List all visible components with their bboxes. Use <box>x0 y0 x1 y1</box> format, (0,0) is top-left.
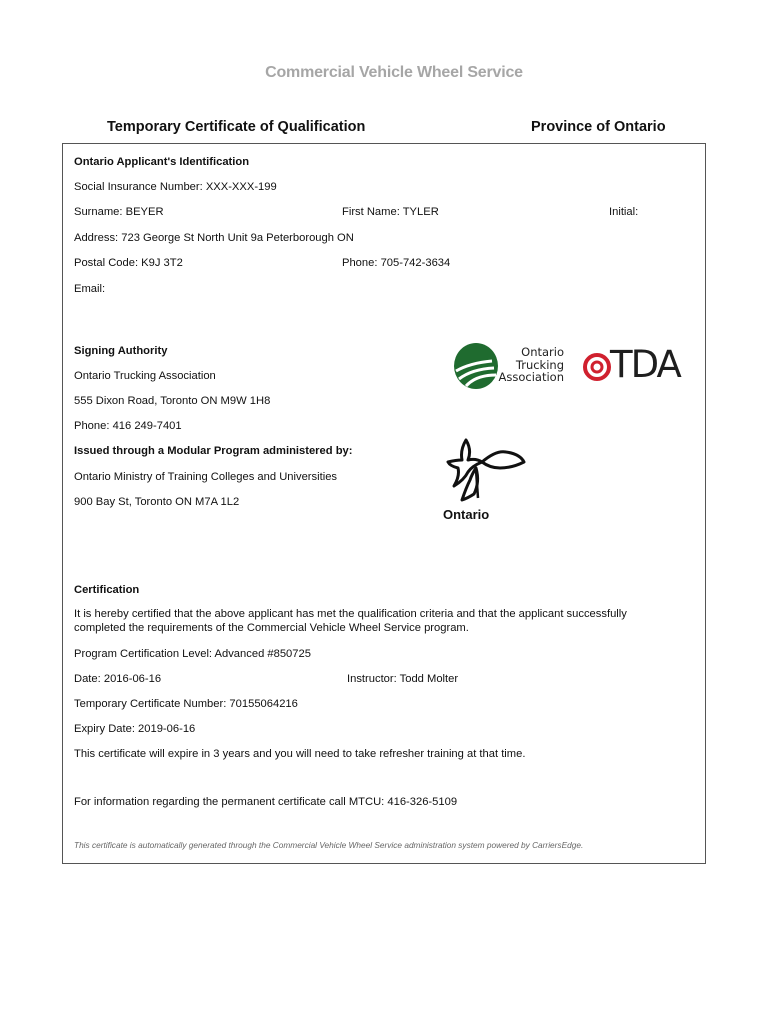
province-label: Province of Ontario <box>531 119 666 135</box>
temporary-certificate-number: Temporary Certificate Number: 70155064216 <box>74 698 298 710</box>
signing-authority-heading: Signing Authority <box>74 345 168 357</box>
surname-field: Surname: BEYER <box>74 206 164 218</box>
certification-statement: It is hereby certified that the above applicant has met the qualification criteria and that the applicant successfully completed the requirements of the Commercial Vehicle Wheel Service program. <box>74 608 627 634</box>
sin-field: Social Insurance Number: XXX-XXX-199 <box>74 181 277 193</box>
ministry-name: Ontario Ministry of Training Colleges and Universities <box>74 471 338 483</box>
applicant-section-heading: Ontario Applicant's Identification <box>74 156 250 168</box>
postal-code-field: Postal Code: K9J 3T2 <box>74 257 183 269</box>
phone-field: Phone: 705-742-3634 <box>342 257 451 269</box>
certification-heading: Certification <box>74 584 140 596</box>
first-name-field: First Name: TYLER <box>342 206 439 218</box>
expiry-date: Expiry Date: 2019-06-16 <box>74 723 196 735</box>
otda-logo-text: TDA <box>610 343 680 386</box>
footer-note: This certificate is automatically generated through the Commercial Vehicle Wheel Service administration system powered by CarriersEdge. <box>74 840 584 850</box>
ontario-label: Ontario <box>443 507 490 522</box>
certification-level: Program Certification Level: Advanced #850725 <box>74 648 311 660</box>
program-title: Commercial Vehicle Wheel Service <box>265 64 523 81</box>
certificate-title: Temporary Certificate of Qualification <box>107 119 366 135</box>
ota-logo-text: Ontario Trucking Association <box>498 345 564 384</box>
initial-field: Initial: <box>609 206 639 218</box>
ministry-address: 900 Bay St, Toronto ON M7A 1L2 <box>74 496 240 508</box>
signing-authority-address: 555 Dixon Road, Toronto ON M9W 1H8 <box>74 395 271 407</box>
signing-authority-name: Ontario Trucking Association <box>74 370 216 382</box>
modular-program-heading: Issued through a Modular Program administered by: <box>74 445 353 457</box>
address-field: Address: 723 George St North Unit 9a Peterborough ON <box>74 232 354 244</box>
signing-authority-phone: Phone: 416 249-7401 <box>74 420 182 432</box>
ontario-trillium-icon <box>446 436 530 504</box>
email-field: Email: <box>74 283 106 295</box>
instructor-field: Instructor: Todd Molter <box>347 673 459 685</box>
permanent-certificate-info: For information regarding the permanent certificate call MTCU: 416-326-5109 <box>74 796 458 808</box>
certification-date: Date: 2016-06-16 <box>74 673 162 685</box>
expiry-note: This certificate will expire in 3 years and you will need to take refresher training at that time. <box>74 748 526 760</box>
